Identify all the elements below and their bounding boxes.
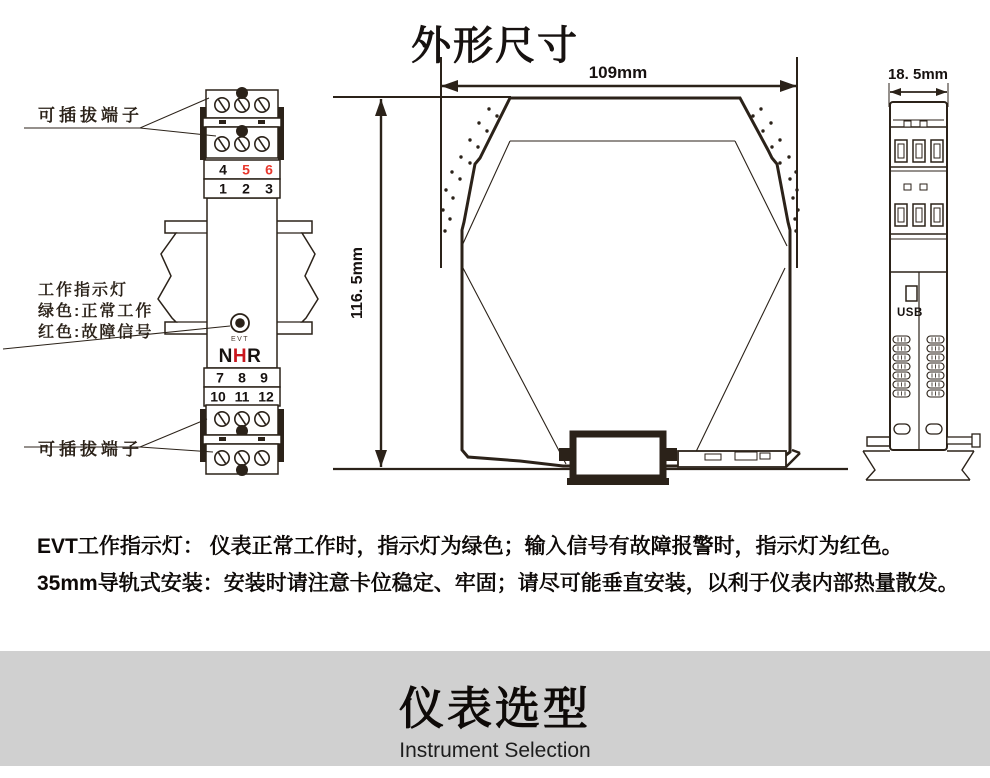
terminal-number: 11 <box>234 388 250 405</box>
logo-letter-r: R <box>247 346 262 367</box>
terminal-number: 1 <box>219 180 227 197</box>
terminal-numbers-top <box>204 160 280 198</box>
usb-label: USB <box>897 307 923 319</box>
pluggable-terminal-label-bottom: 可插拔端子 <box>38 440 143 459</box>
led-label: EVT <box>230 336 250 343</box>
logo-letter-n: N <box>218 346 233 367</box>
screw-terminal-icon <box>215 412 229 426</box>
terminal-slots-group2 <box>895 204 943 226</box>
terminal-block-top <box>200 87 284 160</box>
indicator-label-line3: 红色:故障信号 <box>38 324 154 341</box>
terminal-slot-icon <box>931 204 943 226</box>
indicator-light-label <box>38 280 153 343</box>
dimension-width <box>441 63 797 92</box>
screw-terminal-icon <box>255 451 269 465</box>
notes <box>37 528 987 602</box>
terminal-dot <box>236 464 248 476</box>
screw-terminal-icon <box>235 412 249 426</box>
width-dim-label: 109mm <box>588 63 648 82</box>
instrument-selection-banner <box>0 651 990 766</box>
dimension-height <box>349 99 387 467</box>
terminal-number: 10 <box>210 388 226 405</box>
screw-terminal-icon <box>215 98 229 112</box>
terminal-slot-icon <box>895 204 907 226</box>
banner-subtitle: Instrument Selection <box>399 739 591 762</box>
indicator-label-line2: 绿色:正常工作 <box>38 303 154 320</box>
terminal-slot-icon <box>913 140 925 162</box>
terminal-number: 3 <box>265 180 273 197</box>
terminal-slot-icon <box>931 140 943 162</box>
screw-terminal-icon <box>215 137 229 151</box>
terminal-numbers-bottom <box>204 368 280 406</box>
terminal-number: 12 <box>258 388 274 405</box>
end-view <box>863 66 980 480</box>
screw-terminal-icon <box>255 137 269 151</box>
logo-letter-h: H <box>232 346 248 367</box>
page-title: 外形尺寸 <box>411 24 579 68</box>
end-width-dim-label: 18. 5mm <box>887 66 949 83</box>
terminal-number: 5 <box>242 161 250 178</box>
screw-terminal-icon <box>255 98 269 112</box>
note-rail-mounting: 35mm导轨式安装：安装时请注意卡位稳定、牢固；请尽可能垂直安装，以利于仪表内部热量散发。 <box>37 572 959 595</box>
terminal-slots-group1 <box>895 140 943 162</box>
terminal-dot <box>236 125 248 137</box>
terminal-dot <box>236 87 248 99</box>
nhr-logo <box>219 346 262 367</box>
terminal-slot-icon <box>913 204 925 226</box>
din-clamp <box>559 434 677 485</box>
pluggable-terminal-label-top: 可插拔端子 <box>38 106 143 125</box>
height-dim-label: 116. 5mm <box>349 246 366 320</box>
din-latch <box>678 450 800 467</box>
terminal-number: 7 <box>216 369 224 386</box>
terminal-number: 9 <box>260 369 268 386</box>
terminal-number: 4 <box>219 161 227 178</box>
dimension-width-end <box>888 66 948 107</box>
leader-lines <box>3 98 230 452</box>
screw-terminal-icon <box>235 137 249 151</box>
indicator-label-line1: 工作指示灯 <box>38 282 129 299</box>
banner-title: 仪表选型 <box>398 683 591 734</box>
screw-terminal-icon <box>235 451 249 465</box>
terminal-slot-icon <box>895 140 907 162</box>
screw-terminal-icon <box>215 451 229 465</box>
terminal-number: 6 <box>265 161 273 178</box>
terminal-number: 2 <box>242 180 250 197</box>
screw-terminal-icon <box>235 98 249 112</box>
terminal-number: 8 <box>238 369 246 386</box>
screw-terminal-icon <box>255 412 269 426</box>
terminal-block-bottom <box>200 405 284 476</box>
note-evt-indicator: EVT工作指示灯： 仪表正常工作时，指示灯为绿色；输入信号有故障报警时，指示灯为红色。 <box>37 535 903 558</box>
side-view <box>333 57 848 485</box>
